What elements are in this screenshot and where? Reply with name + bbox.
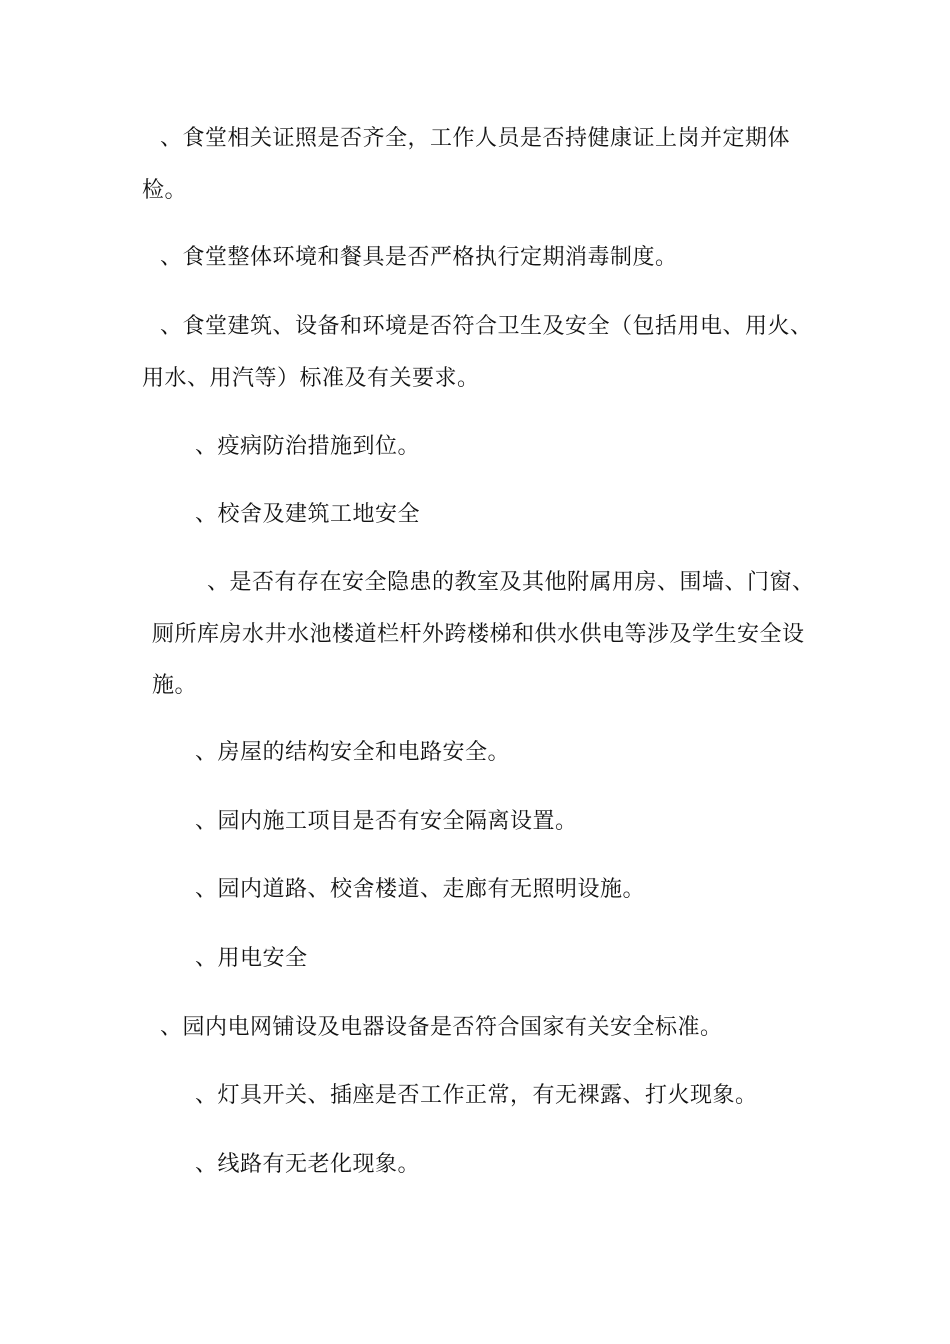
school-building-safety-heading: 、校舍及建筑工地安全: [195, 502, 421, 527]
epidemic-prevention-line: 、疫病防治措施到位。: [195, 434, 421, 459]
canteen-disinfection-line: 、食堂整体环境和餐具是否严格执行定期消毒制度。: [160, 245, 678, 270]
wiring-aging-line: 、线路有无老化现象。: [195, 1152, 421, 1177]
canteen-license-line-2: 检。: [142, 178, 188, 203]
construction-isolation-line: 、园内施工项目是否有安全隔离设置。: [195, 809, 578, 834]
structure-circuit-line: 、房屋的结构安全和电路安全。: [195, 740, 511, 765]
power-grid-line: 、园内电网铺设及电器设备是否符合国家有关安全标准。: [160, 1015, 723, 1040]
hazard-facilities-line-3: 施。: [152, 673, 198, 698]
switch-socket-line: 、灯具开关、插座是否工作正常，有无裸露、打火现象。: [195, 1083, 758, 1108]
hazard-facilities-line-2: 厕所库房水井水池楼道栏杆外跨楼梯和供水供电等涉及学生安全设: [152, 622, 805, 647]
canteen-building-line-1: 、食堂建筑、设备和环境是否符合卫生及安全（包括用电、用火、: [160, 314, 813, 339]
lighting-facilities-line: 、园内道路、校舍楼道、走廊有无照明设施。: [195, 877, 646, 902]
canteen-building-line-2: 用水、用汽等）标准及有关要求。: [142, 366, 480, 391]
hazard-facilities-line-1: 、是否有存在安全隐患的教室及其他附属用房、围墙、门窗、: [207, 570, 815, 595]
electrical-safety-heading: 、用电安全: [195, 946, 308, 971]
canteen-license-line-1: 、食堂相关证照是否齐全，工作人员是否持健康证上岗并定期体: [160, 126, 791, 151]
